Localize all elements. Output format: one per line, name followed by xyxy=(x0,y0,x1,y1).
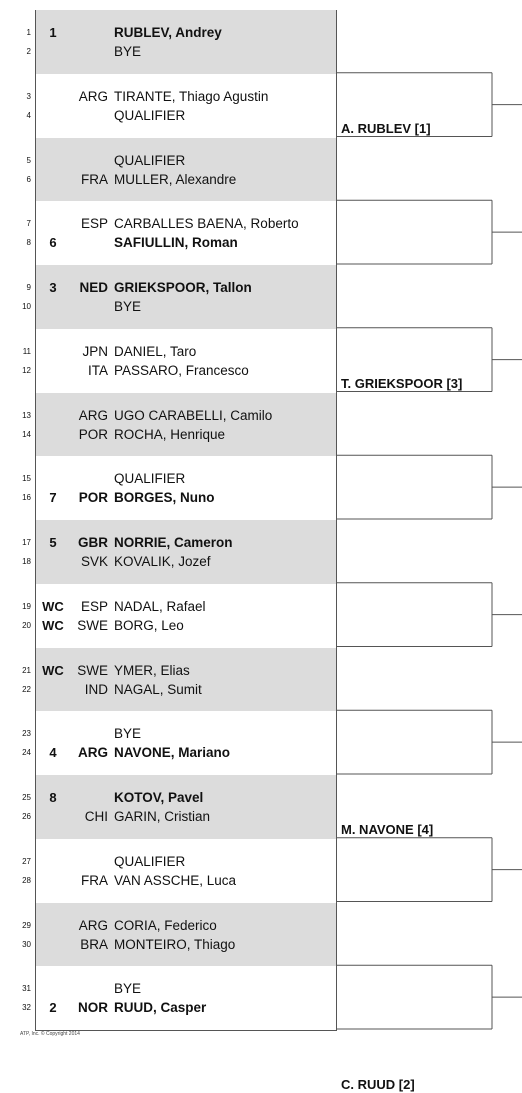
player-name[interactable]: BORG, Leo xyxy=(114,617,184,633)
draw-position-number: 8 xyxy=(26,238,31,248)
seed-label: 2 xyxy=(49,1000,57,1016)
country-code: ARG xyxy=(78,88,108,104)
player-name[interactable]: UGO CARABELLI, Camilo xyxy=(114,407,273,423)
draw-position-number: 10 xyxy=(22,302,31,311)
player-name[interactable]: CARBALLES BAENA, Roberto xyxy=(114,216,299,232)
draw-position-number: 11 xyxy=(22,346,31,356)
player-name[interactable]: NAGAL, Sumit xyxy=(114,681,202,697)
country-code: ARG xyxy=(78,745,108,761)
player-name[interactable]: YMER, Elias xyxy=(114,662,190,678)
draw-position-number: 1 xyxy=(26,28,31,37)
country-code: ARG xyxy=(78,407,108,423)
seed-label: 1 xyxy=(49,25,57,40)
player-name[interactable]: KOTOV, Pavel xyxy=(114,790,204,805)
round-winner-label: M. NAVONE [4] xyxy=(341,821,434,837)
seed-label: 3 xyxy=(49,280,57,295)
country-code: ARG xyxy=(78,917,108,933)
country-code: CHI xyxy=(84,809,108,824)
round-winner-label: A. RUBLEV [1] xyxy=(341,120,431,136)
player-name[interactable]: NAVONE, Mariano xyxy=(114,745,231,761)
country-code: FRA xyxy=(81,171,108,187)
player-name[interactable]: BYE xyxy=(114,981,142,997)
round-winner-label: T. GRIEKSPOOR [3] xyxy=(341,375,463,391)
country-code: POR xyxy=(78,426,108,442)
player-name[interactable]: GRIEKSPOOR, Tallon xyxy=(114,280,252,295)
draw-position-number: 21 xyxy=(22,665,31,675)
draw-position-number: 15 xyxy=(22,474,31,484)
country-code: ESP xyxy=(80,598,108,614)
player-name[interactable]: RUUD, Casper xyxy=(114,1000,207,1016)
player-name[interactable]: TIRANTE, Thiago Agustin xyxy=(114,88,269,104)
draw-position-number: 5 xyxy=(26,155,31,165)
draw-position-number: 2 xyxy=(26,47,31,56)
player-name[interactable]: BYE xyxy=(114,726,142,742)
draw-position-number: 32 xyxy=(22,1003,31,1013)
draw-position-number: 13 xyxy=(22,410,31,420)
draw-position-number: 24 xyxy=(22,748,31,758)
country-code: JPN xyxy=(82,343,108,359)
player-name[interactable]: DANIEL, Taro xyxy=(114,343,197,359)
player-name[interactable]: KOVALIK, Jozef xyxy=(114,554,211,569)
draw-position-number: 16 xyxy=(22,493,31,503)
draw-position-number: 12 xyxy=(22,365,31,375)
player-name[interactable]: VAN ASSCHE, Luca xyxy=(114,872,237,888)
country-code: FRA xyxy=(81,872,108,888)
player-name[interactable]: QUALIFIER xyxy=(114,107,186,123)
draw-position-number: 22 xyxy=(22,684,31,694)
player-name[interactable]: MULLER, Alexandre xyxy=(114,171,237,187)
country-code: ITA xyxy=(88,362,108,378)
country-code: SWE xyxy=(77,617,108,633)
player-name[interactable]: MONTEIRO, Thiago xyxy=(114,936,236,952)
player-name[interactable]: QUALIFIER xyxy=(114,152,186,168)
draw-position-number: 18 xyxy=(22,557,31,566)
player-name[interactable]: GARIN, Cristian xyxy=(114,809,211,824)
draw-position-number: 17 xyxy=(22,538,31,547)
seed-label: 5 xyxy=(49,535,57,550)
country-code: ESP xyxy=(80,216,108,232)
seed-label: WC xyxy=(42,662,64,678)
draw-position-number: 3 xyxy=(26,91,31,101)
round-winner-label: C. RUUD [2] xyxy=(341,1076,415,1092)
seed-label: WC xyxy=(42,598,64,614)
player-name[interactable]: NORRIE, Cameron xyxy=(114,535,233,550)
country-code: BRA xyxy=(80,936,108,952)
draw-position-number: 25 xyxy=(22,793,31,802)
player-name[interactable]: BYE xyxy=(114,44,142,59)
draw-position-number: 7 xyxy=(26,219,31,229)
draw-position-number: 29 xyxy=(22,920,31,930)
player-name[interactable]: BYE xyxy=(114,299,142,314)
player-name[interactable]: BORGES, Nuno xyxy=(114,490,215,506)
player-name[interactable]: QUALIFIER xyxy=(114,853,186,869)
draw-position-number: 4 xyxy=(26,110,31,120)
draw-position-number: 26 xyxy=(22,812,31,821)
draw-position-number: 19 xyxy=(22,601,31,611)
draw-position-number: 9 xyxy=(26,283,31,292)
country-code: NED xyxy=(79,280,108,295)
player-name[interactable]: CORIA, Federico xyxy=(114,917,217,933)
draw-position-number: 6 xyxy=(26,174,31,184)
seed-label: 6 xyxy=(49,235,57,251)
country-code: IND xyxy=(84,681,108,697)
draw-position-number: 20 xyxy=(22,620,31,630)
country-code: GBR xyxy=(78,535,108,550)
player-name[interactable]: SAFIULLIN, Roman xyxy=(114,235,238,251)
country-code: SVK xyxy=(80,554,108,569)
player-name[interactable]: PASSARO, Francesco xyxy=(114,362,249,378)
seed-label: WC xyxy=(42,617,64,633)
draw-position-number: 14 xyxy=(22,429,31,439)
country-code: NOR xyxy=(78,1000,108,1016)
seed-label: 8 xyxy=(49,790,57,805)
seed-label: 4 xyxy=(49,745,57,761)
draw-position-number: 31 xyxy=(22,984,31,994)
draw-position-number: 27 xyxy=(22,856,31,866)
player-name[interactable]: NADAL, Rafael xyxy=(114,598,206,614)
player-name[interactable]: QUALIFIER xyxy=(114,471,186,487)
draw-position-number: 28 xyxy=(22,875,31,885)
player-name[interactable]: ROCHA, Henrique xyxy=(114,426,226,442)
seed-label: 7 xyxy=(49,490,57,506)
draw-position-number: 30 xyxy=(22,939,31,949)
draw-position-number: 23 xyxy=(22,729,31,739)
country-code: SWE xyxy=(77,662,108,678)
player-name[interactable]: RUBLEV, Andrey xyxy=(114,25,222,40)
copyright-footer: ATP, Inc. © Copyright 2014 xyxy=(20,1031,80,1037)
country-code: POR xyxy=(78,490,108,506)
